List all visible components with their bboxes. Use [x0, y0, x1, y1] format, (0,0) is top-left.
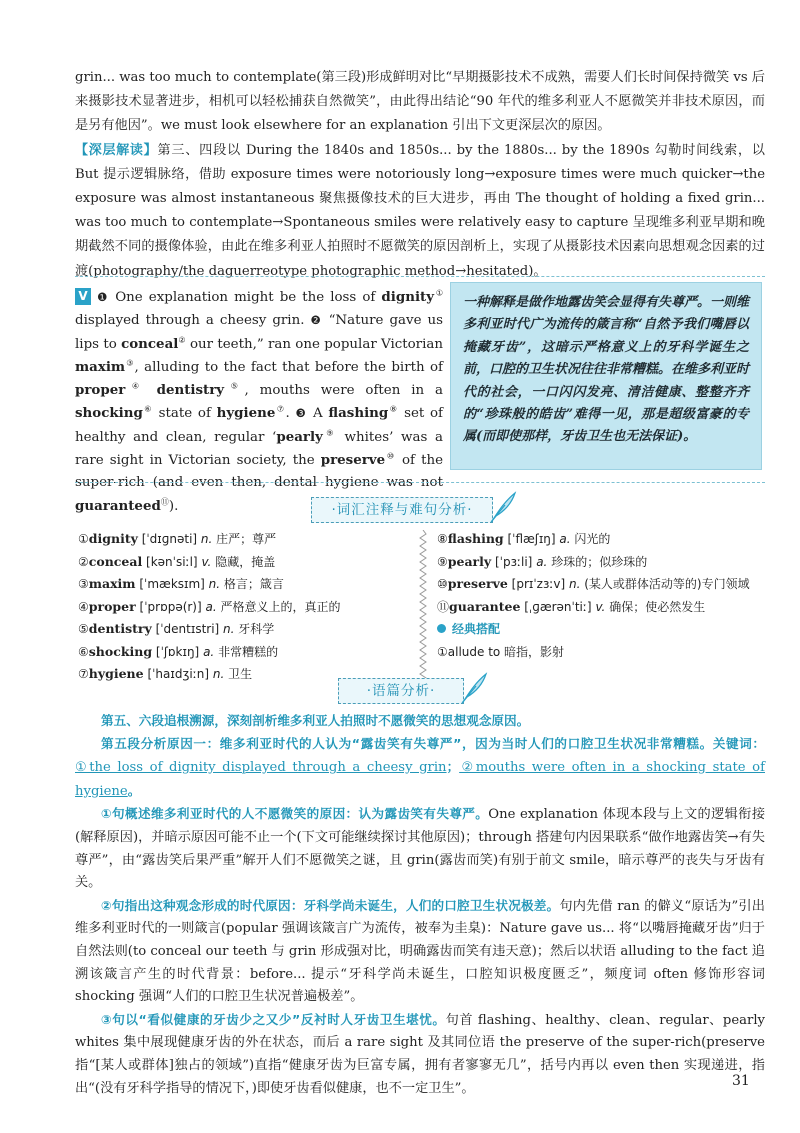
vocab-word: maxim: [75, 358, 126, 375]
intro-section: [75, 66, 765, 284]
vocab-meaning: 卫生: [228, 667, 253, 681]
page-number: 31: [732, 1073, 750, 1089]
vocab-phonetic: [ˈflæʃɪŋ]: [507, 532, 556, 546]
divider: [75, 482, 765, 483]
vocab-word: guarantee: [449, 598, 521, 614]
vocab-meaning: 庄严；尊严: [216, 532, 277, 546]
vocab-word: hygiene: [88, 666, 144, 681]
vocab-word: conceal: [88, 553, 143, 569]
vocab-word: preserve: [320, 452, 386, 469]
vocab-pos: a.: [203, 644, 215, 659]
collocation-title: 经典搭配: [437, 618, 767, 641]
vocab-word: flashing: [328, 405, 389, 422]
vocab-meaning: 格言；箴言: [223, 577, 284, 591]
vocab-phonetic: [ˈhaɪdʒiːn]: [147, 667, 210, 681]
vocab-meaning: 珍珠的；似珍珠的: [551, 554, 648, 569]
vocab-number: ③: [78, 577, 89, 591]
vocab-phonetic: [ˈdɪɡnəti]: [141, 532, 198, 546]
vocab-pos: a.: [559, 532, 571, 546]
vocab-phonetic: [ˈmæksɪm]: [139, 577, 205, 591]
vocab-entry: [78, 551, 408, 574]
analysis-sentence-one: ①句概述维多利亚时代的人不愿微笑的原因：认为露齿笑有失尊严。One explanation 体现本段与上文的逻辑衔接(解释原因)，并暗示原因可能不止一个(下文可能继续探讨其他原因)；through 搭建句内因果联系“做作地露齿笑→有失尊严”，由“露齿笑后果严重”解开人们不愿微笑之谜，且 grin(露齿而笑)有别于前文 smile，暗示尊严的丧失与牙齿有关。: [75, 806, 766, 891]
vocab-meaning: 闪光的: [574, 532, 611, 546]
vocab-word: guaranteed: [75, 497, 161, 514]
feather-pen-icon: [459, 671, 489, 705]
vocab-phonetic: [kənˈsiːl]: [146, 554, 198, 569]
analysis-section: [75, 710, 765, 1100]
vocab-number: ①: [78, 532, 89, 546]
vocab-list-right: [437, 528, 767, 663]
sentence-number: ❸: [295, 406, 308, 421]
bullet-icon: [437, 624, 446, 633]
feather-pen-icon: [488, 490, 518, 524]
vocab-meaning: 严格意义上的，真正的: [220, 599, 341, 614]
vocab-word: conceal: [121, 335, 179, 352]
vocab-entry: [437, 573, 767, 596]
vocab-word: shocking: [75, 405, 143, 422]
vocab-entry: [437, 528, 767, 551]
vocab-entry: [78, 641, 408, 664]
column-divider: [418, 530, 428, 690]
vocab-word: pearly: [276, 428, 323, 445]
vocab-word: dignity: [88, 531, 138, 546]
vocab-meaning: 非常糟糕的: [218, 644, 279, 659]
sentence-number: ❶: [97, 290, 110, 304]
vocab-pos: n.: [208, 577, 221, 591]
intro-paragraph: grin... was too much to contemplate(第三段)形成鲜明对比“早期摄影技术不成熟，需要人们长时间保持微笑 vs 后来摄影技术显著进步，相机可以轻松捕获自然微笑”，由此得出结论“90 年代的维多利亚人不愿微笑并非技术原因，而是另有他因”。we must look elsewhere for an explanation 引出下文更深层次的原因。: [75, 70, 765, 134]
deep-reading-tag: 【深层解读】: [75, 142, 158, 158]
divider: [75, 276, 765, 277]
analysis-sentence-three: ③句以“看似健康的牙齿少之又少”反衬时人牙齿卫生堪忧。句首 flashing、healthy、clean、regular、pearly whites 集中展现健康牙齿的外在状态，而后 a rare sight 及其同位语 the preserve of the super-rich(preserve 指“[某人或群体]独占的领域”)直指“健康牙齿为巨富专属，拥有者寥寥无几”，括号内再以 even then 实现递进，指出“(没有牙科学指导的情况下，)即使牙齿看似健康，也不一定卫生”。: [75, 1011, 766, 1096]
vocab-banner: ·词汇注释与难句分析·: [311, 497, 493, 523]
vocab-entry: [78, 528, 408, 551]
passage-paragraph: V ❶ One explanation might be the loss of dignity① displayed through a cheesy grin. ❷ “Nature gave us lips to conceal② our teeth,” ran one popular Victorian maxim③, alluding to the fact that before the birth of proper④ dentistry⑤, mouths were often in a shocking⑥ state of hygiene⑦. ❸ A flashing⑧ set of healthy and clean, regular ‘pearly⑨ whites’ was a rare sight in Victorian society, the preserve⑩ of the super-rich (and even then, dental hygiene was not guaranteed⑪).: [75, 288, 444, 514]
vocab-number: ⑪: [437, 599, 450, 614]
vocab-word: proper: [75, 382, 126, 399]
vocab-word: hygiene: [216, 405, 276, 422]
vocab-phonetic: [ˈʃɒkɪŋ]: [155, 644, 200, 659]
vocab-word: dentistry: [156, 382, 225, 399]
vocab-pos: n.: [223, 622, 235, 636]
vocab-entry: [78, 618, 408, 641]
vocab-word: proper: [88, 598, 136, 614]
vocab-pos: v.: [201, 554, 212, 569]
vocab-pos: a.: [536, 554, 548, 569]
vocab-phonetic: [ˈprɒpə(r)]: [139, 599, 202, 614]
vocab-meaning: 牙科学: [238, 622, 275, 636]
vocab-number: ⑨: [437, 554, 448, 569]
vocab-meaning: (某人或群体活动等的)专门领域: [584, 577, 750, 591]
analysis-banner: ·语篇分析·: [338, 678, 464, 704]
vocab-meaning: 确保；使必然发生: [609, 599, 706, 614]
vocab-entry: [437, 596, 767, 619]
vocab-pos: n.: [200, 532, 213, 546]
analysis-sentence-two: ②句指出这种观念形成的时代原因：牙科学尚未诞生，人们的口腔卫生状况极差。句内先借 ran 的僻义“原话为”引出维多利亚时代的一则箴言(popular 强调该箴言广为流传，被奉为圭臬)：Nature gave us... 将“以嘴唇掩藏牙齿”归于自然法则(to conceal our teeth 与 grin 形成强对比，明确露齿而笑有违天意)；然后以状语 alluding to the fact 追溯该箴言产生的时代背景：before... 提示“牙科学尚未诞生，口腔知识极度匮乏”，频度词 often 修饰形容词 shocking 强调“人们的口腔卫生状况普遍极差”。: [75, 897, 765, 1005]
vocab-word: dentistry: [88, 621, 152, 636]
vocab-number: ⑧: [437, 532, 448, 546]
vocab-phonetic: [ˌɡærənˈtiː]: [524, 599, 592, 614]
vocab-entry: [437, 551, 767, 574]
vocab-number: ④: [78, 599, 89, 614]
section-badge: V: [75, 288, 91, 305]
vocab-word: dignity: [381, 289, 435, 305]
vocab-word: shocking: [88, 643, 153, 659]
vocab-number: ⑥: [78, 644, 89, 659]
vocab-number: ⑤: [78, 622, 89, 636]
analysis-reason-one: 第五段分析原因一：维多利亚时代的人认为“露齿笑有失尊严”，因为当时人们的口腔卫生状况非常糟糕。关键词：①the loss of dignity displayed through a cheesy grin；②mouths were often in a shocking state of hygiene。: [75, 735, 765, 799]
vocab-phonetic: [prɪˈzɜːv]: [511, 577, 566, 591]
vocab-list-left: [78, 528, 408, 686]
vocab-pos: n.: [212, 667, 225, 681]
vocab-phonetic: [ˈdentɪstri]: [155, 622, 220, 636]
translation-box: 一种解释是做作地露齿笑会显得有失尊严。一则维多利亚时代广为流传的箴言称“自然予我们嘴唇以掩藏牙齿”，这暗示严格意义上的牙科学诞生之前，口腔的卫生状况往往非常糟糕。在维多利亚时代的社会，一口闪闪发亮、清洁健康、整整齐齐的“珍珠般的皓齿”难得一见，那是超级富豪的专属(而即使那样，牙齿卫生也无法保证)。: [450, 282, 762, 470]
vocab-number: ⑦: [78, 667, 89, 681]
deep-reading-paragraph: [75, 139, 765, 284]
vocab-pos: n.: [569, 577, 581, 591]
vocab-word: pearly: [447, 553, 492, 569]
vocab-number: ⑩: [437, 577, 448, 591]
deep-reading-text: 第三、四段以 During the 1840s and 1850s... by the 1880s... by the 1890s 勾勒时间线索，以 But 提示逻辑脉络，借助 exposure times were notoriously long→exposure times were much quicker→the exposure was almost instantaneous 聚焦摄像技术的巨大进步，再由 The thought of holding a fixed grin... was too much to contemplate→Spontaneous smiles were relatively easy to capture 呈现维多利亚早期和晚期截然不同的摄像体验，由此在维多利亚人拍照时不愿微笑的原因剖析上，实现了从摄影技术因素向思想观念因素的过渡(photography/the daguerreotype photographic method→hesitated)。: [75, 142, 765, 279]
analysis-summary: 第五、六段追根溯源，深刻剖析维多利亚人拍照时不愿微笑的思想观念原因。: [101, 713, 530, 728]
vocab-entry: [78, 596, 408, 619]
vocab-pos: v.: [595, 599, 606, 614]
collocation-item: ①allude to 暗指，影射: [437, 644, 565, 659]
vocab-word: preserve: [447, 576, 508, 591]
vocab-phonetic: [ˈpɜːli]: [494, 554, 533, 569]
vocab-word: maxim: [88, 576, 136, 591]
sentence-number: ❷: [310, 313, 323, 328]
vocab-meaning: 隐藏，掩盖: [215, 554, 276, 569]
vocab-entry: [78, 573, 408, 596]
vocab-number: ②: [78, 554, 89, 569]
vocab-pos: a.: [205, 599, 217, 614]
vocab-word: flashing: [447, 531, 504, 546]
